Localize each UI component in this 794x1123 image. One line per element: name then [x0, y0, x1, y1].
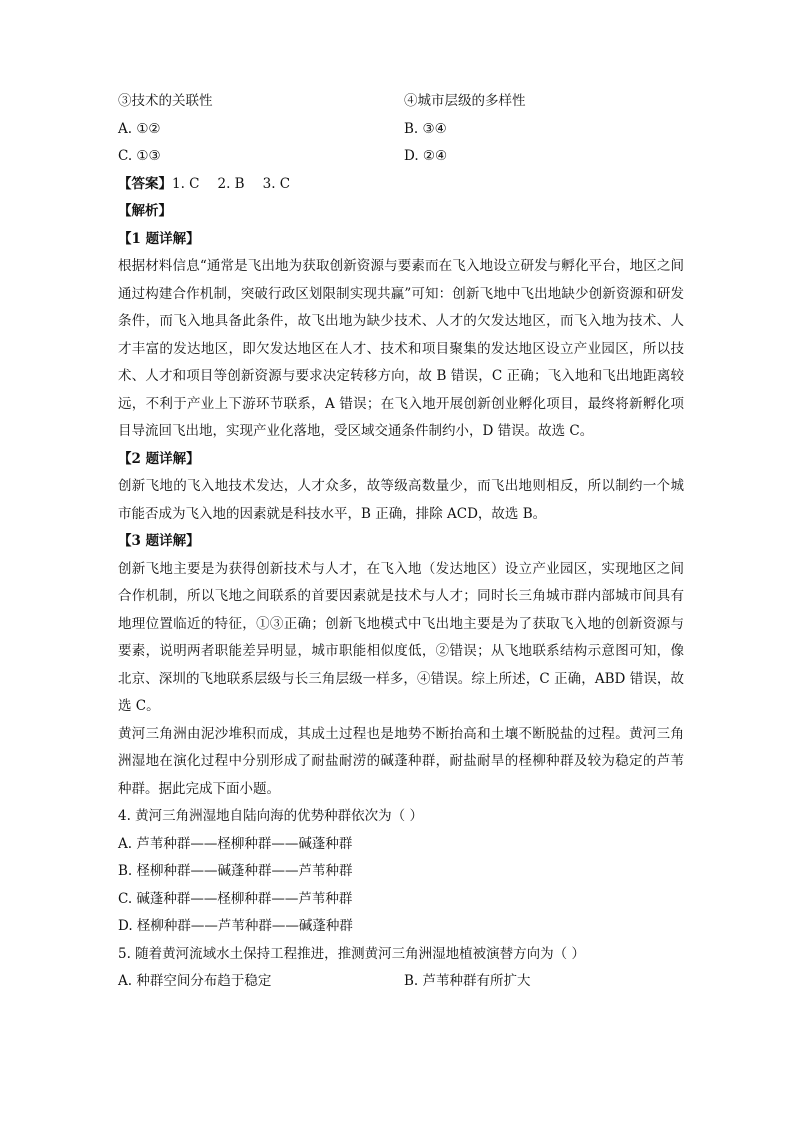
- q5-choice-a: A. 种群空间分布趋于稳定: [118, 973, 272, 989]
- choice-a: A. ①②: [118, 120, 161, 137]
- q4-stem: 4. 黄河三角洲湿地自陆向海的优势种群依次为（ ）: [118, 808, 423, 824]
- q2-header: 【2 题详解】: [118, 450, 200, 467]
- answer-line: [118, 171, 684, 199]
- option-row: [118, 116, 684, 144]
- q4-choice-b: B. 柽柳种群——碱蓬种群——芦苇种群: [118, 863, 353, 879]
- choice-b: B. ③④: [404, 120, 447, 137]
- q4-choice-a: A. 芦苇种群——柽柳种群——碱蓬种群: [118, 835, 353, 852]
- answer-3: 3. C: [262, 175, 291, 192]
- answer-2: 2. B: [217, 175, 245, 192]
- answer-1: 1. C: [172, 175, 200, 192]
- analysis-label: 【解析】: [118, 203, 172, 219]
- material-paragraph: 黄河三角洲由泥沙堆积而成，其成土过程也是地势不断抬高和土壤不断脱盐的过程。黄河三角洲湿地在演化过程中分别形成了耐盐耐涝的碱蓬种群，耐盐耐旱的柽柳种群及较为稳定的芦苇种群。据此完成下面小题。: [118, 725, 684, 797]
- option-row: [118, 143, 684, 171]
- q1-explanation: 根据材料信息“通常是飞出地为获取创新资源与要素而在飞入地设立研发与孵化平台，地区之间通过构建合作机制，突破行政区划限制实现共赢”可知：创新飞地中飞出地缺少创新资源和研发条件，而飞入地具备此条件，故飞出地为缺少技术、人才的欠发达地区，而飞入地为技术、人才丰富的发达地区，即欠发达地区在人才、技术和项目聚集的发达地区设立产业园区，所以技术、人才和项目等创新资源与要求决定转移方向，故 B 错误，C 正确；飞入地和飞出地距离较远，不利于产业上下游环节联系，A 错误；在飞入地开展创新创业孵化项目，最终将新孵化项目导流回飞出地，实现产业化落地，受区域交通条件制约小，D 错误。故选 C。: [118, 258, 684, 439]
- q1-header: 【1 题详解】: [118, 230, 200, 247]
- choice-c: C. ①③: [118, 148, 161, 164]
- q5-choice-b: B. 芦苇种群有所扩大: [404, 973, 531, 989]
- option-row: [118, 88, 684, 116]
- q3-explanation: 创新飞地主要是为获得创新技术与人才，在飞入地（发达地区）设立产业园区，实现地区之间合作机制，所以飞地之间联系的首要因素就是技术与人才；同时长三角城市群内部城市间具有地理位置临近的特征，①③正确；创新飞地模式中飞出地主要是为了获取飞入地的创新资源与要素，说明两者职能差异明显，城市职能相似度低，②错误；从飞地联系结构示意图可知，像北京、深圳的飞地联系层级与长三角层级一样多，④错误。综上所述，C 正确，ABD 错误，故选 C。: [118, 560, 684, 714]
- q2-explanation: 创新飞地的飞入地技术发达，人才众多，故等级高数量少，而飞出地则相反，所以制约一个城市能否成为飞入地的因素就是科技水平，B 正确，排除 ACD，故选 B。: [118, 478, 684, 522]
- q4-choice-c: C. 碱蓬种群——柽柳种群——芦苇种群: [118, 890, 353, 907]
- q5-stem: 5. 随着黄河流域水土保持工程推进，推测黄河三角洲湿地植被演替方向为（ ）: [118, 945, 585, 962]
- option-3: ③技术的关联性: [118, 93, 213, 109]
- q4-choice-d: D. 柽柳种群——芦苇种群——碱蓬种群: [118, 918, 353, 934]
- answer-label: 【答案】: [118, 175, 172, 192]
- q3-header: 【3 题详解】: [118, 533, 200, 549]
- document-page: [118, 88, 684, 996]
- option-row: [118, 968, 684, 996]
- choice-d: D. ②④: [404, 148, 448, 164]
- option-4: ④城市层级的多样性: [404, 93, 526, 109]
